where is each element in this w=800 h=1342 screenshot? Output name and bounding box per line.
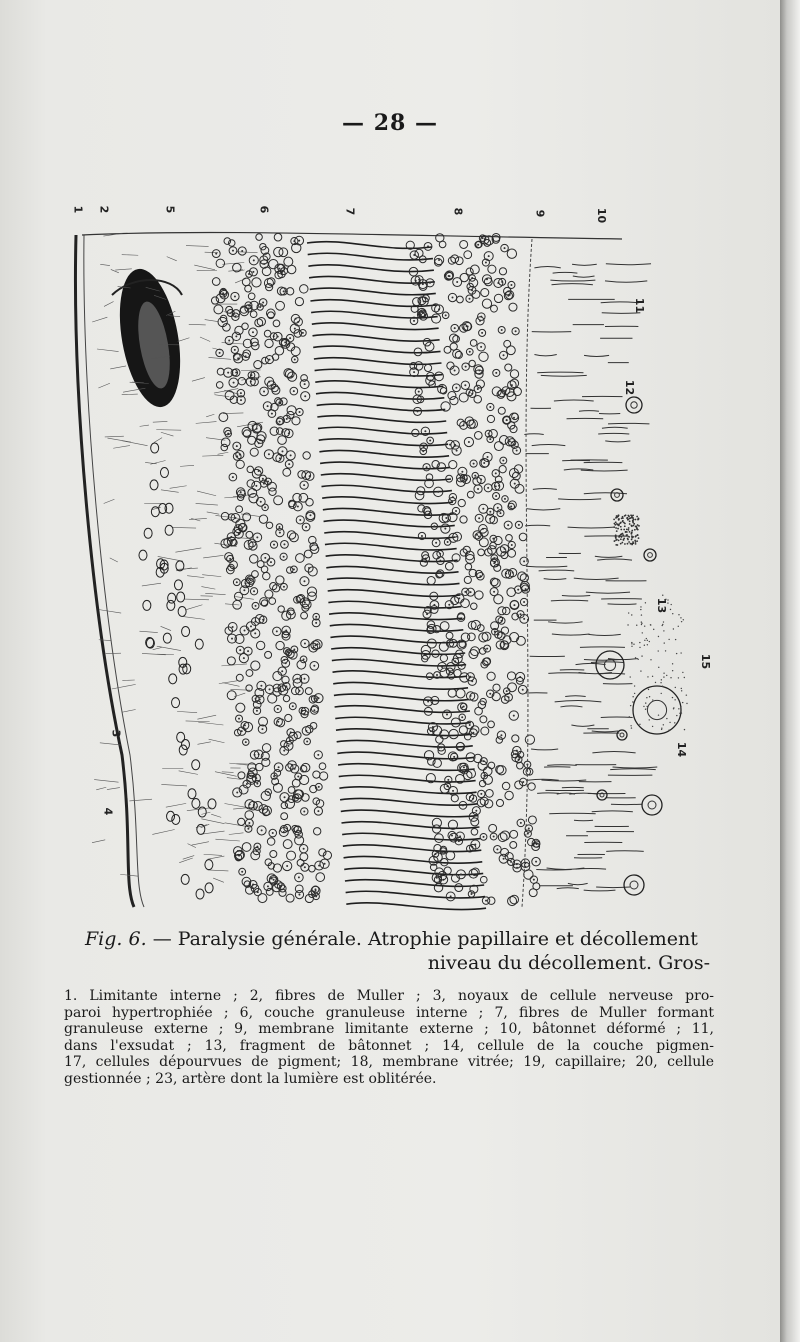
callout-label: 12 bbox=[623, 379, 637, 396]
legend-line: paroi hypertrophiée ; 6, couche granuleuse interne ; 7, fibres de Muller formant bbox=[64, 1004, 714, 1021]
retina-illustration bbox=[62, 195, 722, 920]
callout-label: 9 bbox=[533, 209, 547, 218]
page-edge bbox=[780, 0, 800, 1342]
callout-label: 11 bbox=[633, 297, 647, 314]
callout-label: 6 bbox=[257, 205, 271, 214]
figure-legend bbox=[64, 988, 714, 1087]
figure-caption bbox=[85, 927, 710, 975]
callout-label: 14 bbox=[675, 741, 689, 758]
caption-title: — Paralysie générale. Atrophie papillaire et décollement bbox=[152, 928, 698, 950]
legend-line: dans l'exsudat ; 13, fragment de bâtonnet ; 14, cellule de la couche pigmen- bbox=[64, 1037, 714, 1054]
callout-label: 5 bbox=[163, 205, 177, 214]
figure-label: Fig. 6. bbox=[85, 928, 147, 950]
callout-label: 15 bbox=[699, 653, 713, 670]
callout-label: 13 bbox=[655, 597, 669, 614]
callout-label: 3 bbox=[109, 729, 123, 738]
callout-label: 8 bbox=[451, 207, 465, 216]
callout-label: 2 bbox=[97, 205, 111, 214]
legend-line: gestionnée ; 23, artère dont la lumière est oblitérée. bbox=[64, 1070, 437, 1087]
callout-label: 1 bbox=[71, 205, 85, 214]
callout-label: 7 bbox=[343, 207, 357, 216]
caption-line-2: niveau du décollement. Gros- bbox=[427, 952, 710, 974]
page-number: — 28 — bbox=[342, 110, 438, 136]
legend-line: 1. Limitante interne ; 2, fibres de Muller ; 3, noyaux de cellule nerveuse pro- bbox=[64, 988, 714, 1004]
callout-label: 4 bbox=[101, 807, 115, 816]
caption-line-1 bbox=[85, 927, 710, 951]
legend-line: granuleuse externe ; 9, membrane limitante externe ; 10, bâtonnet déformé ; 11, bbox=[64, 1021, 714, 1037]
callout-label: 10 bbox=[595, 207, 609, 224]
histology-drawing bbox=[62, 195, 722, 920]
legend-line: 17, cellules dépourvues de pigment; 18, membrane vitrée; 19, capillaire; 20, cellule bbox=[64, 1054, 714, 1070]
